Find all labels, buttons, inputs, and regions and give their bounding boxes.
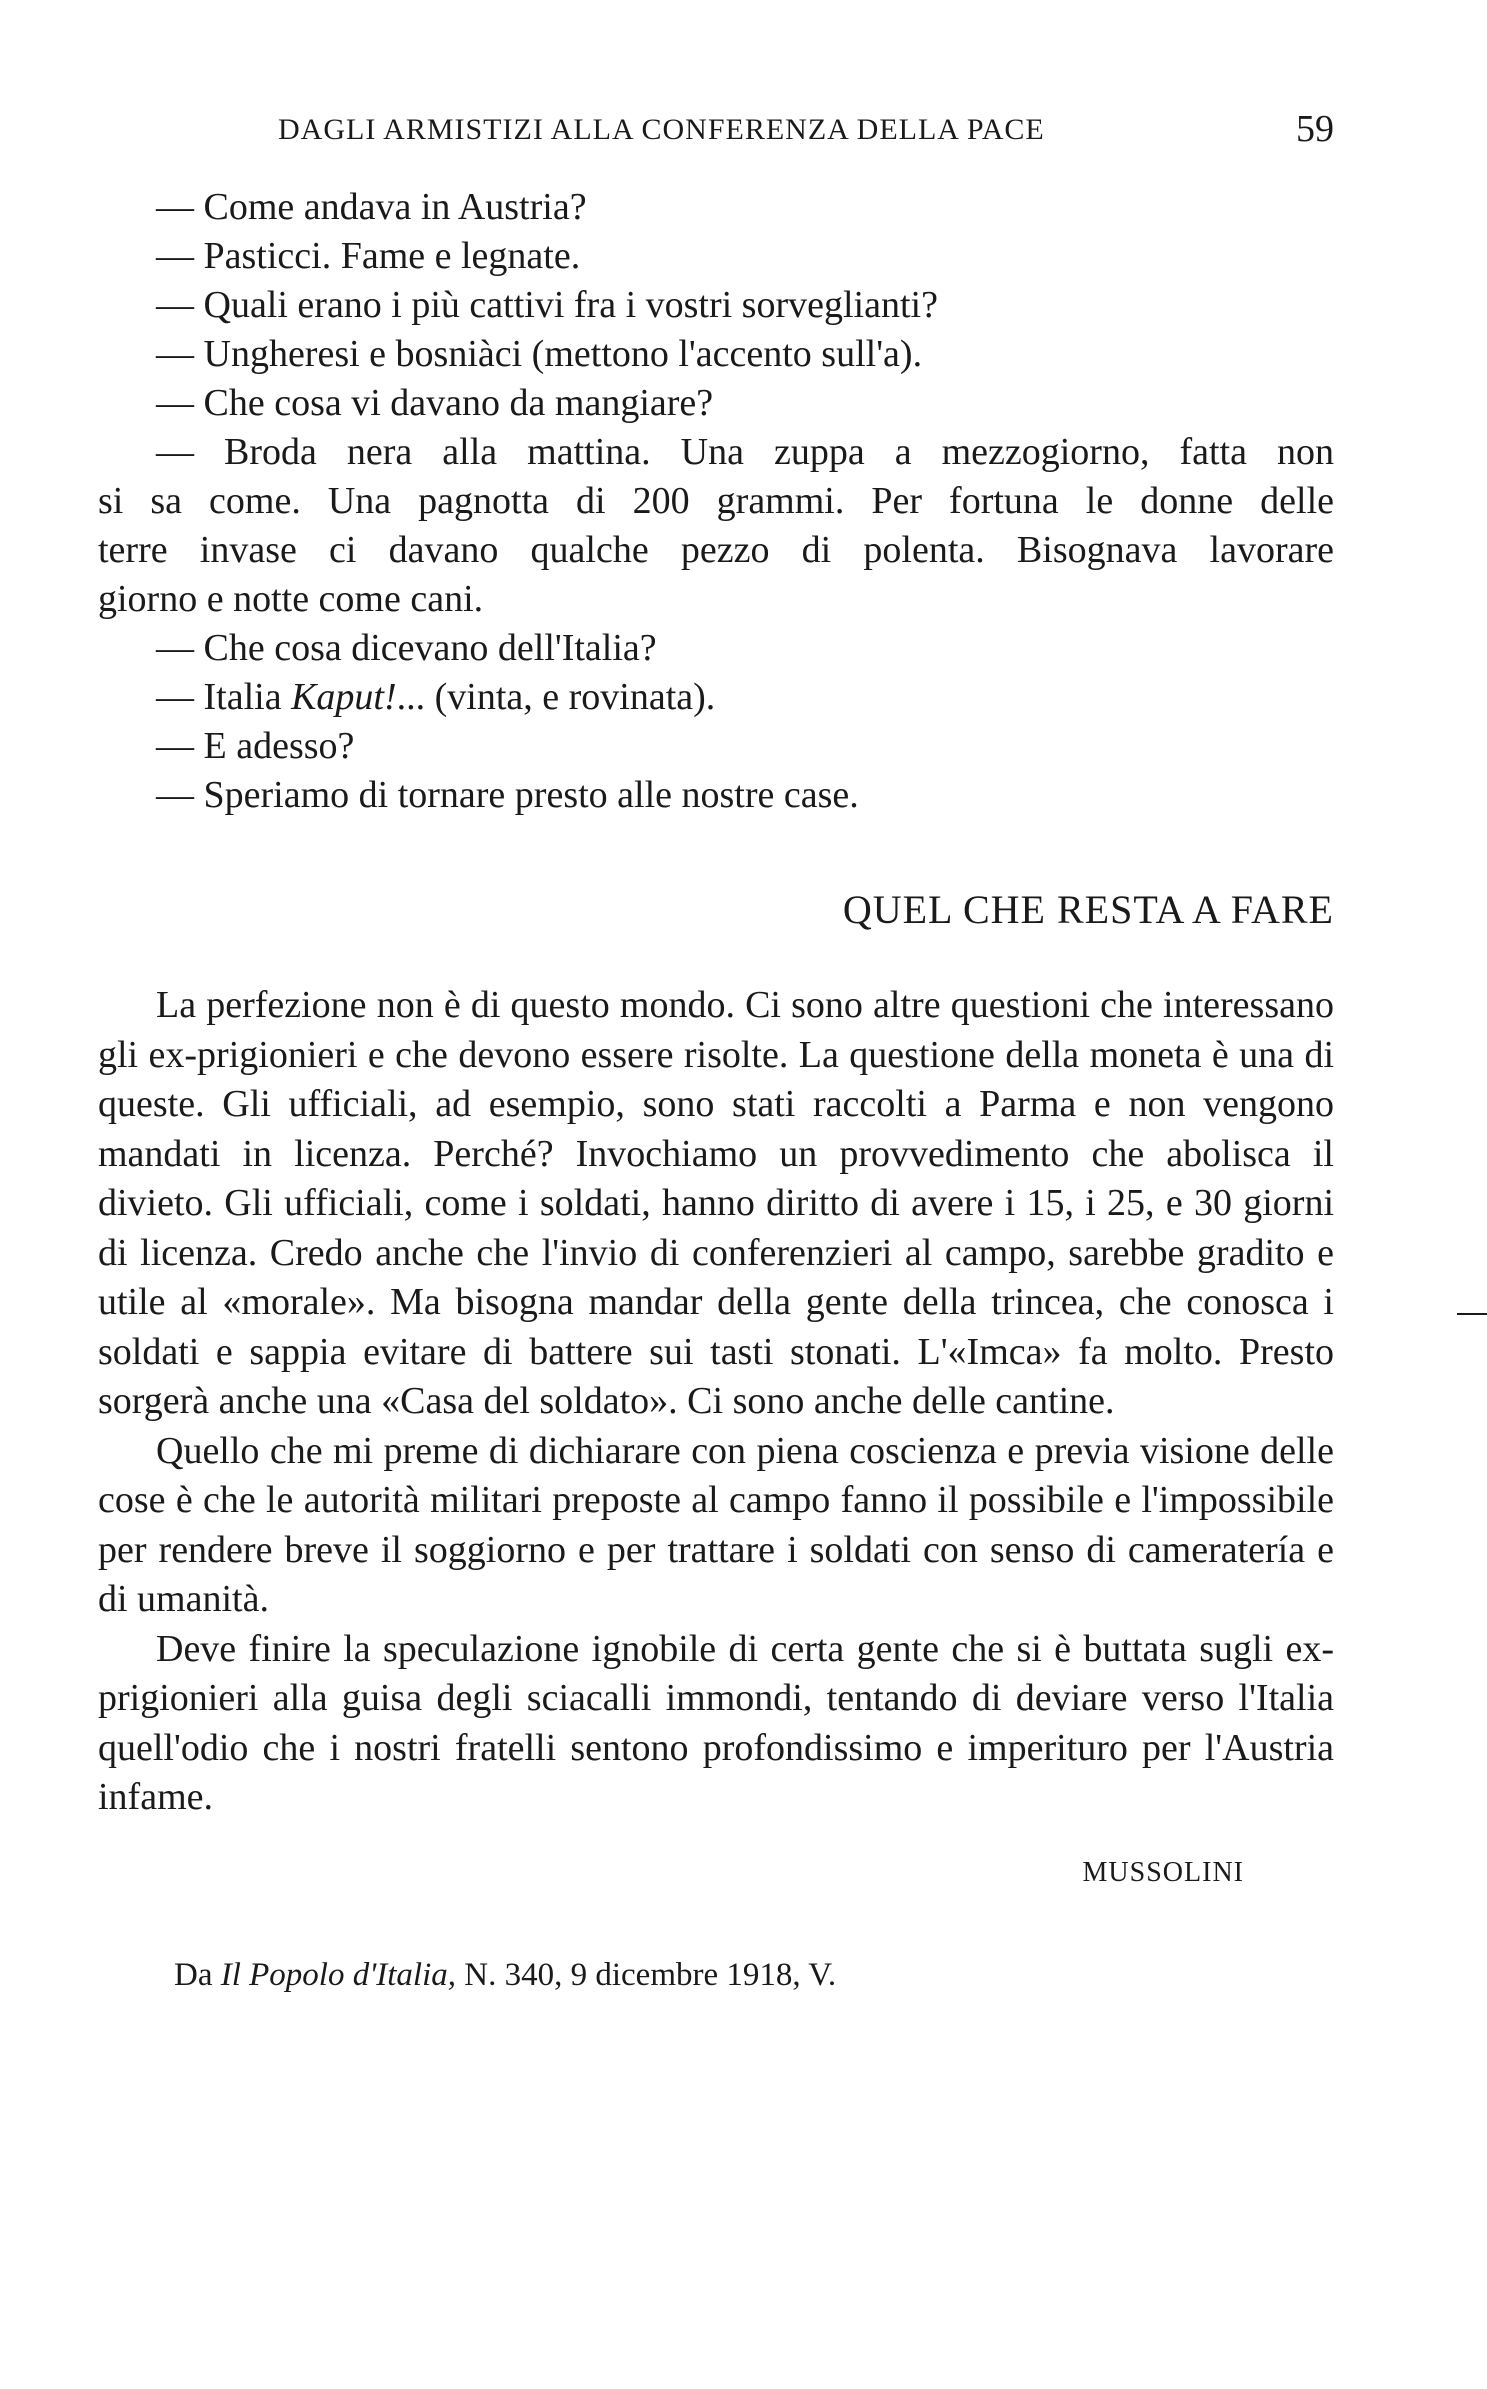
source-publication: Il Popolo d'Italia,: [220, 1956, 457, 1993]
section-title: QUEL CHE RESTA A FARE: [842, 887, 1334, 932]
source-prefix: Da: [174, 1956, 213, 1993]
dialogue-line: giorno e notte come cani.: [98, 578, 484, 620]
dialogue-line: — Come andava in Austria?: [156, 186, 587, 228]
dialogue-line: — Italia Kaput!... (vinta, e rovinata).: [156, 676, 716, 718]
running-head: [98, 95, 1334, 155]
dialogue-line: — Ungheresi e bosniàci (mettono l'accento sull'a).: [156, 333, 923, 375]
dialogue-line: si sa come. Una pagnotta di 200 grammi. Per fortuna le donne delle: [98, 480, 1334, 522]
dialogue-line: — Che cosa vi davano da mangiare?: [156, 382, 714, 424]
paragraph: Quello che mi preme di dichiarare con piena coscienza e previa visione delle cose è che le autorità militari preposte al campo fanno il possibile e l'impossibile per rendere breve il soggiorno e per trattare i soldati con senso di cameratería e di umanità.: [98, 1429, 1334, 1620]
margin-mark: [1457, 1313, 1487, 1315]
paragraph: La perfezione non è di questo mondo. Ci sono altre questioni che interessano gli ex-prigionieri e che devono essere risolte. La questione della moneta è una di queste. Gli ufficiali, ad esempio, sono stati raccolti a Parma e non vengono mandati in licenza. Perché? Invochiamo un provvedimento che abolisca il divieto. Gli ufficiali, come i soldati, hanno diritto di avere i 15, i 25, e 30 giorni di licenza. Credo anche che l'invio di conferenzieri al campo, sarebbe gradito e utile al «morale». Ma bisogna mandar della gente della trincea, che conosca i soldati e sappia evitare di battere sui tasti stonati. L'«Imca» fa molto. Presto sorgerà anche una «Casa del soldato». Ci sono anche delle cantine.: [98, 984, 1334, 1422]
running-title: DAGLI ARMISTIZI ALLA CONFERENZA DELLA PACE: [278, 113, 1045, 146]
book-page: [98, 95, 1334, 1994]
dialogue-line: — Pasticci. Fame e legnate.: [156, 235, 581, 277]
kaput-italic: Kaput!: [291, 676, 397, 718]
dialogue-line: — Quali erano i più cattivi fra i vostri sorveglianti?: [156, 284, 938, 326]
page-number: 59: [1296, 108, 1334, 150]
signature: MUSSOLINI: [1082, 1856, 1244, 1888]
dialogue-line: — Broda nera alla mattina. Una zuppa a mezzogiorno, fatta non: [156, 431, 1334, 473]
source-details: N. 340, 9 dicembre 1918, V.: [464, 1956, 837, 1993]
dialogue-line: terre invase ci davano qualche pezzo di polenta. Bisognava lavorare: [98, 529, 1334, 571]
dialogue-line: — Che cosa dicevano dell'Italia?: [156, 627, 657, 669]
dialogue-section: [98, 183, 1334, 820]
source-citation: [98, 1957, 1334, 1994]
paragraph: Deve finire la speculazione ignobile di certa gente che si è buttata sugli ex-prigionieri alla guisa degli sciacalli immondi, tentando di deviare verso l'Italia quell'odio che i nostri fratelli sentono profondissimo e imperituro per l'Austria infame.: [98, 1627, 1334, 1818]
dialogue-line: — Speriamo di tornare presto alle nostre case.: [156, 774, 859, 816]
dialogue-line: — E adesso?: [156, 725, 355, 767]
article-body: [98, 981, 1334, 1823]
